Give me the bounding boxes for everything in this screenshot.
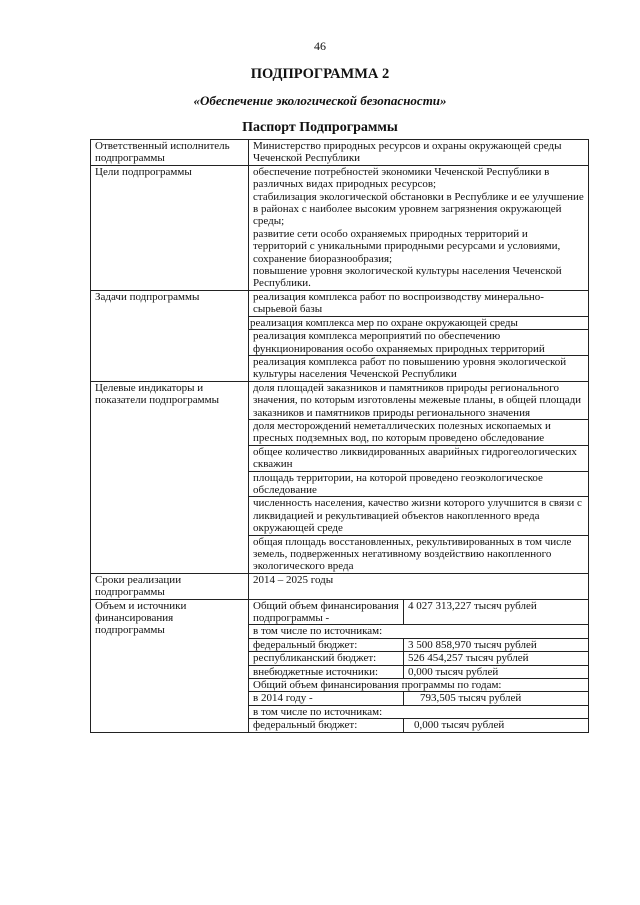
funding-republic-value: 526 454,257 тысяч рублей [404,652,589,665]
funding-total-label: Общий объем финансирования подпрограммы - [249,599,404,625]
goal-item: повышение уровня экологической культуры населения Чеченской Республики. [253,265,562,290]
indicator-item: общее количество ликвидированных аварийных гидрогеологических скважин [249,445,589,471]
funding-extra-value: 0,000 тысяч рублей [404,665,589,678]
passport-title: Паспорт Подпрограммы [242,120,398,135]
goals-cell [249,165,589,290]
task-item: реализация комплекса мероприятий по обеспечению функционирования особо охраняемых природных территорий [249,330,589,356]
table-row [91,573,589,599]
task-item: реализация комплекса мер по охране окружающей среды [249,316,589,329]
executor-value: Министерство природных ресурсов и охраны окружающей среды Чеченской Республики [249,140,589,166]
row-label: Ответственный исполнитель подпрограммы [91,140,249,166]
funding-2014-value: 793,505 тысяч рублей [404,692,589,705]
goal-item: обеспечение потребностей экономики Чеченской Республики в различных видах природных ресурсов; [253,165,550,191]
indicator-item: площадь территории, на которой проведено геоэкологическое обследование [249,471,589,497]
funding-federal-value: 3 500 858,970 тысяч рублей [404,638,589,651]
passport-table [90,139,589,733]
row-label: Цели подпрограммы [91,165,249,290]
task-item: реализация комплекса работ по повышению уровня экологической культуры населения Чеченской Республики [249,355,589,381]
funding-extra-label: внебюджетные источники: [249,665,404,678]
funding-federal2-label: федеральный бюджет: [249,719,404,732]
timeline-value: 2014 – 2025 годы [249,573,589,599]
subprogram-subtitle: «Обеспечение экологической безопасности» [193,93,447,108]
table-row [91,381,589,419]
row-label: Целевые индикаторы и показатели подпрограммы [91,381,249,573]
table-row [91,290,589,316]
funding-sources-caption-2: в том числе по источникам: [249,705,589,718]
table-row [91,140,589,166]
funding-federal-label: федеральный бюджет: [249,638,404,651]
funding-total-value: 4 027 313,227 тысяч рублей [404,599,589,625]
row-label: Сроки реализации подпрограммы [91,573,249,599]
funding-2014-label: в 2014 году - [249,692,404,705]
goal-item: развитие сети особо охраняемых природных территорий и территорий с уникальными природными ресурсами и условиями, сохранение биоразнообразия; [253,227,561,265]
funding-by-years-caption: Общий объем финансирования программы по годам: [249,679,589,692]
task-item: реализация комплекса работ по воспроизводству минерально-сырьевой базы [249,290,589,316]
indicator-item: общая площадь восстановленных, рекультивированных в том числе земель, подверженных негативному воздействию накопленного экологического вреда [249,535,589,573]
subprogram-heading: ПОДПРОГРАММА 2 [250,66,390,82]
indicator-item: доля площадей заказников и памятников природы регионального значения, по которым изготовлены межевые планы, в общей площади заказников и памятников природы регионального значения [249,381,589,419]
table-row [91,599,589,625]
page-number: 46 [314,39,326,53]
goal-item: стабилизация экологической обстановки в Республике и ее улучшение в районах с наиболее высоким уровнем загрязнения окружающей среды; [253,190,584,228]
table-row [91,165,589,290]
funding-republic-label: республиканский бюджет: [249,652,404,665]
row-label: Задачи подпрограммы [91,290,249,381]
funding-sources-caption: в том числе по источникам: [249,625,589,638]
indicator-item: численность населения, качество жизни которого улучшится в связи с ликвидацией и рекультивацией объектов накопленного вреда окружающей среде [249,497,589,535]
row-label: Объем и источники финансирования подпрограммы [91,599,249,732]
funding-federal2-value: 0,000 тысяч рублей [404,719,589,732]
indicator-item: доля месторождений неметаллических полезных ископаемых и пресных подземных вод, по которым проведено обследование [249,419,589,445]
